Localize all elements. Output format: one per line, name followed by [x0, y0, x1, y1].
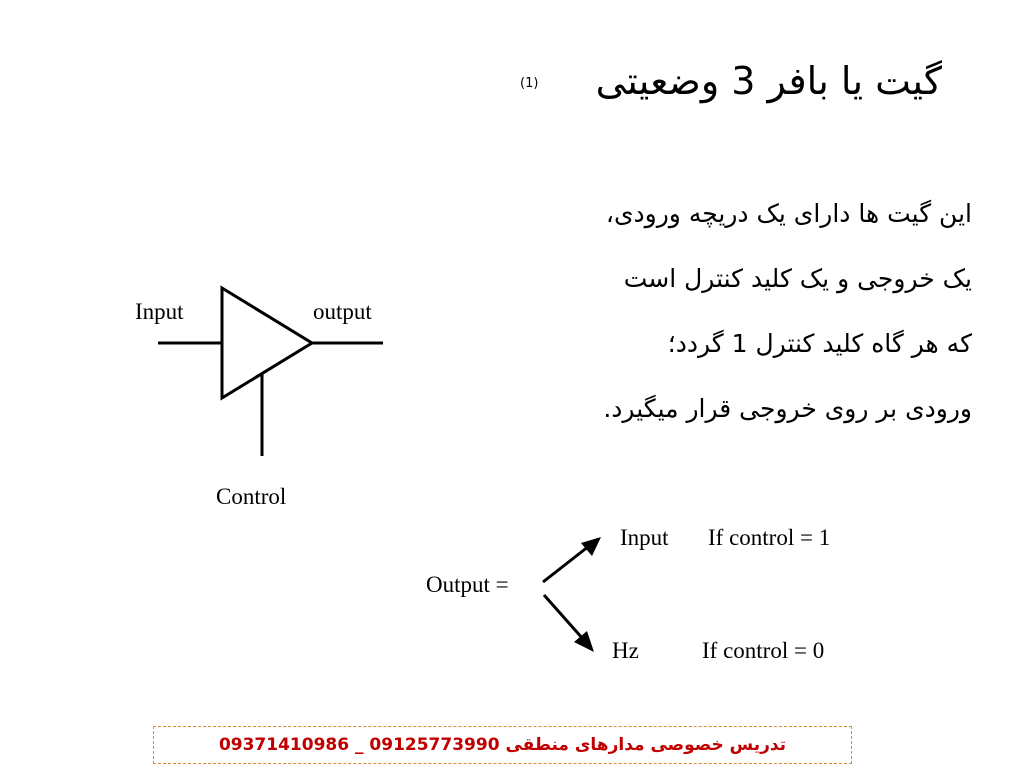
buffer-triangle — [222, 288, 312, 398]
control-label: Control — [216, 484, 287, 509]
output-label: output — [313, 299, 372, 324]
case-false-value: Hz — [612, 638, 639, 663]
case-false-condition: If control = 0 — [702, 638, 825, 663]
body-line: که هر گاه کلید کنترل 1 گردد؛ — [667, 329, 972, 358]
slide-title: گیت یا بافر 3 وضعیتی — [595, 59, 942, 103]
title-footnote-mark: (1) — [520, 76, 539, 91]
case-true-condition: If control = 1 — [708, 525, 831, 550]
upper-arrowhead-icon — [581, 537, 601, 556]
body-line: یک خروجی و یک کلید کنترل است — [623, 264, 972, 293]
body-line: ورودی بر روی خروجی قرار میگیرد. — [603, 394, 972, 423]
input-label: Input — [135, 299, 184, 324]
case-true-value: Input — [620, 525, 669, 550]
footer-banner: تدریس خصوصی مدارهای منطقی 09125773990 _ 09371410986 — [153, 726, 852, 764]
body-line: این گیت ها دارای یک دریچه ورودی، — [605, 199, 972, 228]
output-equals-label: Output = — [426, 572, 509, 597]
